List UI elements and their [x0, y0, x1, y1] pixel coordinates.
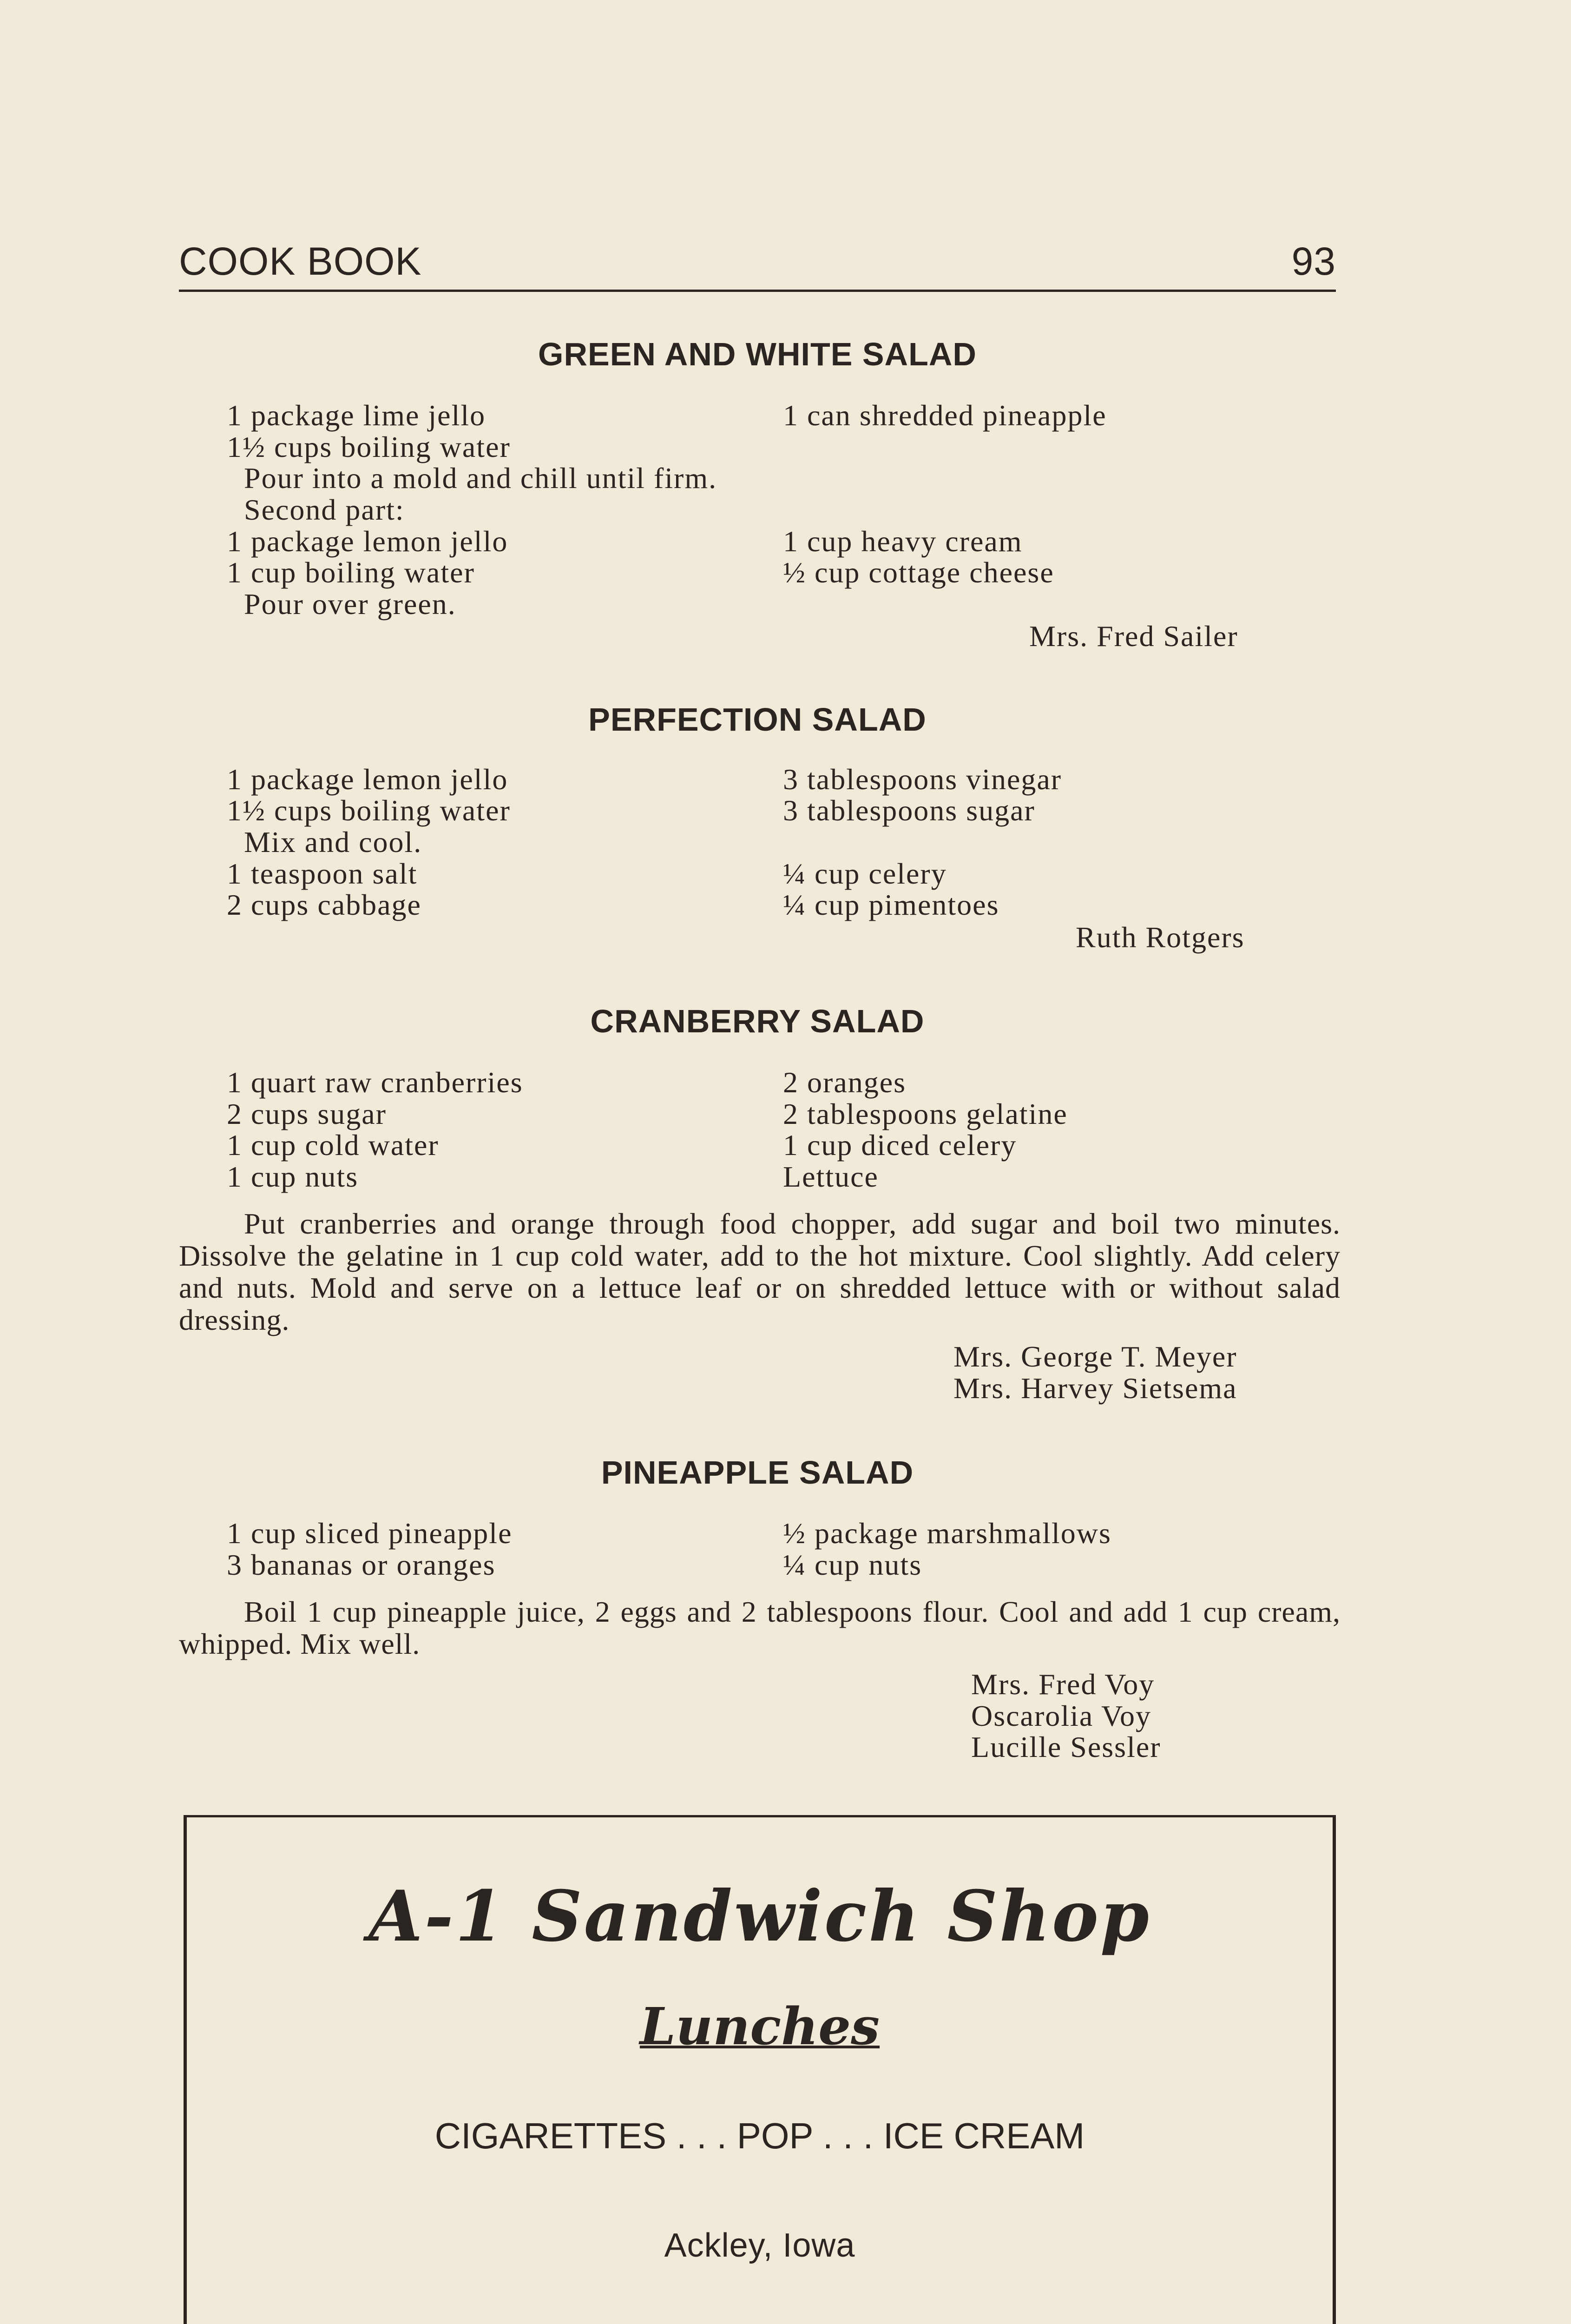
- recipe-title: PINEAPPLE SALAD: [601, 1454, 914, 1491]
- ingredient: Lettuce: [783, 1160, 879, 1193]
- recipe-title: PERFECTION SALAD: [588, 701, 927, 738]
- ingredient: ¼ cup celery: [783, 857, 947, 890]
- ingredient: 1½ cups boiling water: [227, 794, 511, 827]
- ingredient: 2 cups sugar: [227, 1097, 387, 1130]
- ingredient: 2 oranges: [783, 1066, 907, 1099]
- ingredient: 1 cup boiling water: [227, 556, 475, 589]
- ingredient: 3 tablespoons vinegar: [783, 763, 1062, 796]
- ad-location: Ackley, Iowa: [664, 2227, 855, 2264]
- ingredient: 2 tablespoons gelatine: [783, 1097, 1068, 1130]
- ingredient: 1 package lemon jello: [227, 763, 508, 796]
- book-title: COOK BOOK: [179, 239, 422, 283]
- ingredient: ½ cup cottage cheese: [783, 556, 1054, 589]
- ingredient: 1 cup nuts: [227, 1160, 359, 1193]
- running-head: [179, 235, 1336, 292]
- ingredient: ¼ cup pimentoes: [783, 888, 999, 921]
- ad-subtitle: Lunches: [639, 1996, 880, 2056]
- ingredient: 1 quart raw cranberries: [227, 1066, 523, 1099]
- contributor: Mrs. Harvey Sietsema: [953, 1372, 1237, 1405]
- ingredient: 3 bananas or oranges: [227, 1548, 496, 1581]
- instruction: Mix and cool.: [244, 825, 422, 858]
- recipe-title: GREEN AND WHITE SALAD: [538, 336, 977, 372]
- ingredient: 1 cup diced celery: [783, 1129, 1017, 1162]
- ad-products: CIGARETTES . . . POP . . . ICE CREAM: [434, 2115, 1085, 2156]
- directions: [179, 1208, 1341, 1336]
- contributor: Ruth Rotgers: [1076, 921, 1245, 954]
- contributor: Oscarolia Voy: [971, 1699, 1152, 1732]
- instruction: Pour into a mold and chill until firm.: [244, 462, 717, 495]
- contributor: Lucille Sessler: [971, 1730, 1161, 1763]
- ingredient: 2 cups cabbage: [227, 888, 421, 921]
- ingredient: 1 teaspoon salt: [227, 857, 418, 890]
- instruction: Pour over green.: [244, 588, 456, 621]
- contributor: Mrs. George T. Meyer: [953, 1340, 1237, 1373]
- directions: [179, 1596, 1341, 1660]
- directions-text: Put cranberries and orange through food chopper, add sugar and boil two minutes. Dissolve the gelatine in 1 cup cold water, add to the hot mixture. Cool slightly. Add celery and nuts. Mold and serve on a lettuce leaf or on shredded lettuce with or without salad dressing.: [179, 1207, 1341, 1336]
- contributor: Mrs. Fred Voy: [971, 1668, 1155, 1701]
- ingredient: 1½ cups boiling water: [227, 430, 511, 463]
- contributor: Mrs. Fred Sailer: [1029, 620, 1238, 653]
- page-number: 93: [1291, 239, 1336, 283]
- recipe-title: CRANBERRY SALAD: [590, 1003, 925, 1039]
- ingredient: 1 can shredded pineapple: [783, 399, 1107, 432]
- instruction: Second part:: [244, 493, 405, 526]
- advertisement-box: [184, 1815, 1336, 2324]
- ingredient: 1 cup cold water: [227, 1129, 439, 1162]
- ad-business-name: A-1 Sandwich Shop: [368, 1875, 1151, 1957]
- ingredient: ¼ cup nuts: [783, 1548, 922, 1581]
- ingredient: 3 tablespoons sugar: [783, 794, 1035, 827]
- ingredient: ½ package marshmallows: [783, 1517, 1111, 1550]
- ingredient: 1 cup sliced pineapple: [227, 1517, 513, 1550]
- directions-text: Boil 1 cup pineapple juice, 2 eggs and 2 tablespoons flour. Cool and add 1 cup cream, whipped. Mix well.: [179, 1595, 1341, 1660]
- ingredient: 1 package lime jello: [227, 399, 486, 432]
- ingredient: 1 cup heavy cream: [783, 525, 1023, 558]
- ingredient: 1 package lemon jello: [227, 525, 508, 558]
